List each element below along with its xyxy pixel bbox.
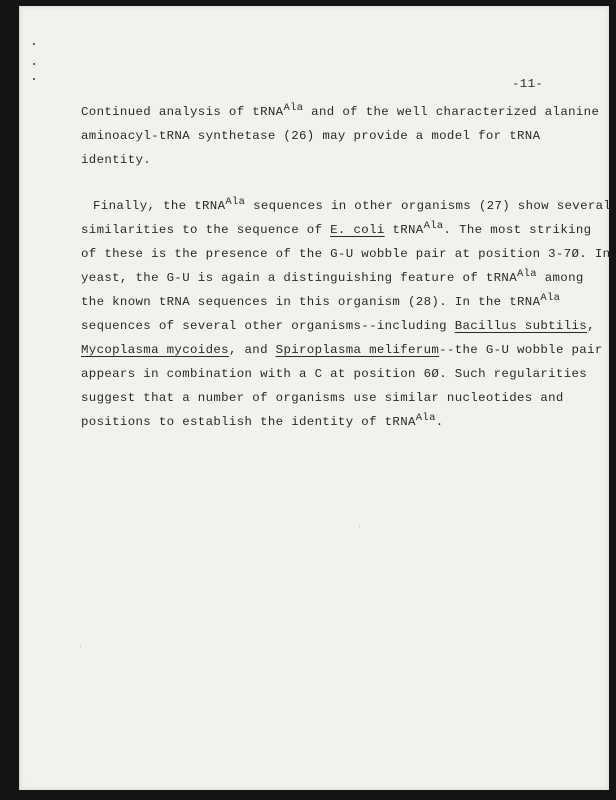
text-run: similarities to the sequence of: [81, 223, 331, 237]
superscript: Ala: [415, 412, 436, 424]
text-line: of these is the presence of the G-U wobble pair at position 3-7Ø. In: [81, 247, 611, 261]
text-run: , and: [228, 343, 276, 357]
text-line: [81, 102, 600, 119]
text-run: Finally, the tRNA: [93, 199, 226, 213]
text-run: ,: [587, 319, 595, 333]
text-run: .: [435, 415, 444, 429]
text-run: among: [536, 271, 584, 285]
paper-edge: [19, 6, 21, 790]
margin-mark: [33, 63, 35, 65]
text-run: the known tRNA sequences in this organism (28). In the tRNA: [81, 295, 541, 309]
text-line: identity.: [81, 153, 152, 167]
text-line: aminoacyl-tRNA synthetase (26) may provide a model for tRNA: [81, 129, 541, 143]
superscript: Ala: [283, 102, 304, 114]
text-line: appears in combination with a C at position 6Ø. Such regularities: [81, 367, 588, 381]
text-line: [81, 268, 584, 285]
page-number: -11-: [512, 77, 544, 91]
paper-speck: [80, 646, 81, 647]
paper-speck: [359, 526, 360, 527]
underlined-organism: Mycoplasma mycoides: [81, 343, 229, 357]
superscript: Ala: [225, 196, 246, 208]
margin-mark: [33, 78, 35, 80]
underlined-organism: Spiroplasma meliferum: [275, 343, 440, 357]
superscript: Ala: [423, 220, 444, 232]
text-line: [93, 196, 612, 213]
superscript: Ala: [517, 268, 537, 280]
text-run: tRNA: [384, 223, 424, 237]
text-run: Continued analysis of tRNA: [81, 105, 284, 119]
text-run: yeast, the G-U is again a distinguishing feature of tRNA: [81, 271, 517, 285]
text-run: sequences of several other organisms--including: [81, 319, 455, 333]
text-line: [81, 292, 561, 309]
text-line: [81, 220, 592, 237]
text-run: . The most striking: [443, 223, 592, 237]
text-run: sequences in other organisms (27) show several: [245, 199, 612, 213]
text-run: and of the well characterized alanine: [303, 105, 600, 119]
text-line: [81, 343, 603, 357]
underlined-organism: Bacillus subtilis: [454, 319, 588, 333]
text-run: --the G-U wobble pair: [439, 343, 603, 357]
text-line: [81, 319, 595, 333]
text-run: positions to establish the identity of tRNA: [81, 415, 416, 429]
margin-mark: [33, 43, 35, 45]
text-line: [81, 412, 444, 429]
underlined-organism: E. coli: [330, 223, 385, 237]
text-line: suggest that a number of organisms use similar nucleotides and: [81, 391, 564, 405]
paper-sheet: [19, 6, 612, 790]
superscript: Ala: [540, 292, 561, 304]
